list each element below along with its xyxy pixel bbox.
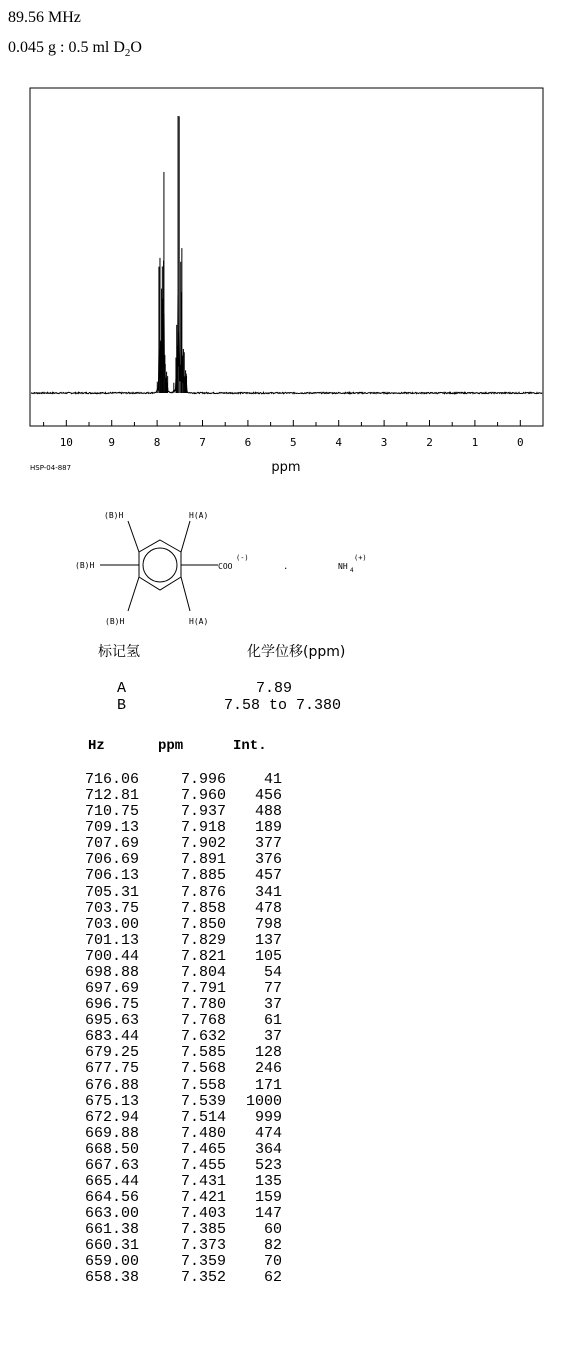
- peak-hz: 701.13: [84, 931, 139, 949]
- peak-ppm: 7.858: [180, 899, 226, 917]
- peak-intensity: 171: [254, 1076, 282, 1094]
- x-axis-tick-label: 10: [59, 436, 73, 449]
- peak-ppm: 7.352: [180, 1269, 226, 1287]
- label-ammonium-charge: (+): [354, 554, 367, 562]
- peak-ppm: 7.359: [180, 1253, 226, 1271]
- x-axis-tick-label: 9: [108, 436, 116, 449]
- peak-hz: 664.56: [84, 1189, 139, 1207]
- peak-ppm: 7.918: [180, 819, 226, 837]
- assignment-header-label: 标记氢: [98, 644, 140, 660]
- assignment-row-a-shift: 7.89: [256, 680, 293, 697]
- peak-intensity: 488: [254, 803, 282, 821]
- label-ammonium-subscript: 4: [350, 567, 354, 574]
- peak-ppm: 7.791: [180, 980, 226, 998]
- sample-suffix: O: [130, 39, 142, 56]
- peak-ppm: 7.632: [180, 1028, 226, 1046]
- label-coo: COO: [218, 562, 233, 571]
- peak-intensity: 61: [263, 1012, 282, 1030]
- x-axis-ticks: [44, 420, 543, 426]
- x-axis-tick-label: 8: [153, 436, 161, 449]
- peak-hz: 677.75: [84, 1060, 139, 1078]
- peak-hz: 695.63: [84, 1012, 139, 1030]
- x-axis-tick-labels: [60, 436, 524, 449]
- peak-hz: 705.31: [84, 883, 139, 901]
- peak-intensity: 135: [254, 1173, 282, 1190]
- peak-intensity: 41: [263, 771, 282, 788]
- peak-ppm: 7.385: [180, 1221, 226, 1239]
- peak-intensity: 189: [254, 819, 282, 837]
- peak-intensity: 1000: [245, 1092, 282, 1110]
- label-a-top: H(A): [189, 511, 209, 520]
- peak-ppm: 7.431: [180, 1173, 226, 1190]
- peak-hz: 679.25: [84, 1044, 139, 1062]
- peak-intensity: 62: [263, 1269, 282, 1287]
- peak-ppm: 7.539: [180, 1092, 226, 1110]
- label-coo-charge: (-): [236, 554, 249, 562]
- peak-hz: 660.31: [84, 1237, 139, 1255]
- peak-hz: 710.75: [84, 803, 139, 821]
- peak-ppm: 7.960: [180, 787, 226, 805]
- peak-hz: 712.81: [84, 787, 139, 805]
- peak-hz: 706.69: [84, 851, 139, 869]
- assignment-row-b-label: B: [117, 697, 127, 714]
- peak-intensity: 37: [263, 1028, 282, 1046]
- peak-intensity: 364: [254, 1140, 282, 1158]
- bond-b-top: [128, 521, 139, 552]
- peak-hz: 683.44: [84, 1028, 139, 1046]
- peak-hz: 668.50: [84, 1140, 139, 1158]
- peak-ppm: 7.780: [180, 996, 226, 1014]
- label-ammonium: NH: [338, 562, 348, 571]
- peak-hz: 707.69: [84, 835, 139, 853]
- label-b-left: (B)H: [75, 561, 95, 570]
- x-axis-tick-label: 0: [516, 436, 524, 449]
- label-a-bottom: H(A): [189, 617, 209, 626]
- aromatic-circle: [143, 548, 177, 582]
- peak-ppm: 7.568: [180, 1060, 226, 1078]
- peak-ppm: 7.885: [180, 867, 226, 885]
- peak-intensity: 798: [254, 915, 282, 933]
- peak-ppm: 7.850: [180, 915, 226, 933]
- peak-intensity: 377: [254, 835, 282, 853]
- peak-ppm: 7.876: [180, 883, 226, 901]
- peak-ppm: 7.937: [180, 803, 226, 821]
- x-axis-tick-label: 5: [289, 436, 297, 449]
- peaks-header-hz: Hz: [88, 738, 105, 754]
- peak-intensity: 341: [254, 883, 282, 901]
- peak-hz: 663.00: [84, 1205, 139, 1223]
- peak-ppm: 7.891: [180, 851, 226, 869]
- label-b-bottom: (B)H: [105, 617, 125, 626]
- sample-prefix: 0.045 g : 0.5 ml D: [8, 39, 125, 56]
- peak-ppm: 7.996: [180, 771, 226, 788]
- assignment-row-b-shift: 7.58 to 7.380: [224, 697, 342, 714]
- peak-hz: 716.06: [84, 771, 139, 788]
- peak-intensity: 999: [254, 1108, 282, 1126]
- peaks-header-int: Int.: [233, 738, 267, 754]
- peak-hz: 703.00: [84, 915, 139, 933]
- peak-intensity: 60: [263, 1221, 282, 1239]
- peak-intensity: 457: [254, 867, 282, 885]
- peak-intensity: 54: [263, 963, 282, 981]
- x-axis-tick-label: 4: [335, 436, 343, 449]
- sample-subscript: 2: [124, 47, 131, 60]
- peak-hz: 706.13: [84, 867, 139, 885]
- peak-intensity: 159: [254, 1189, 282, 1207]
- peak-list: [80, 772, 290, 1362]
- bond-b-bottom: [128, 577, 139, 611]
- salt-dot: .: [283, 562, 289, 572]
- peak-ppm: 7.821: [180, 947, 226, 965]
- peak-hz: 672.94: [84, 1108, 139, 1126]
- spectrometer-frequency: 89.56 MHz: [8, 9, 81, 26]
- peak-hz: 675.13: [84, 1092, 139, 1110]
- peak-ppm: 7.465: [180, 1140, 226, 1158]
- peak-ppm: 7.768: [180, 1012, 226, 1030]
- plot-frame: [30, 88, 543, 426]
- spectrum-peaks: [157, 116, 186, 393]
- peak-intensity: 70: [263, 1253, 282, 1271]
- peak-intensity: 246: [254, 1060, 282, 1078]
- peak-hz: 659.00: [84, 1253, 139, 1271]
- assignment-header-shift: 化学位移(ppm): [247, 644, 346, 660]
- peak-hz: 661.38: [84, 1221, 139, 1239]
- peak-ppm: 7.403: [180, 1205, 226, 1223]
- x-axis-tick-label: 6: [244, 436, 252, 449]
- peak-intensity: 137: [254, 931, 282, 949]
- peak-ppm: 7.829: [180, 931, 226, 949]
- peak-intensity: 147: [254, 1205, 282, 1223]
- peak-intensity: 37: [263, 996, 282, 1014]
- x-axis-label: ppm: [271, 460, 301, 475]
- peak-ppm: 7.902: [180, 835, 226, 853]
- spectrum-caption: HSP-04-887: [30, 464, 72, 472]
- peak-hz: 700.44: [84, 947, 139, 965]
- x-axis-tick-label: 2: [426, 436, 433, 449]
- peak-intensity: 82: [263, 1237, 282, 1255]
- peak-hz: 676.88: [84, 1076, 139, 1094]
- peak-hz: 696.75: [84, 996, 139, 1014]
- peak-ppm: 7.585: [180, 1044, 226, 1062]
- peak-hz: 709.13: [84, 819, 139, 837]
- peak-ppm: 7.804: [180, 963, 226, 981]
- molecule-structure: [75, 511, 367, 626]
- peak-hz: 697.69: [84, 980, 139, 998]
- spectrum-trace: [31, 295, 542, 394]
- peak-ppm: 7.455: [180, 1156, 226, 1174]
- peak-hz: 667.63: [84, 1156, 139, 1174]
- peak-ppm: 7.480: [180, 1124, 226, 1142]
- peaks-header-ppm: ppm: [158, 738, 184, 754]
- peak-intensity: 474: [254, 1124, 282, 1142]
- peak-hz: 669.88: [84, 1124, 139, 1142]
- peak-hz: 703.75: [84, 899, 139, 917]
- peak-intensity: 105: [254, 947, 282, 965]
- x-axis-tick-label: 3: [380, 436, 388, 449]
- assignment-row-a-label: A: [117, 680, 127, 697]
- bond-a-bottom: [181, 577, 190, 611]
- peak-intensity: 128: [254, 1044, 282, 1062]
- peak-intensity: 77: [263, 980, 282, 998]
- peak-ppm: 7.373: [180, 1237, 226, 1255]
- x-axis-tick-label: 7: [199, 436, 206, 449]
- peak-intensity: 456: [254, 787, 282, 805]
- peak-intensity: 376: [254, 851, 282, 869]
- bond-a-top: [181, 521, 190, 552]
- peak-ppm: 7.421: [180, 1189, 226, 1207]
- peak-hz: 665.44: [84, 1173, 139, 1190]
- label-b-top: (B)H: [104, 511, 124, 520]
- peak-hz: 658.38: [84, 1269, 139, 1287]
- peak-ppm: 7.558: [180, 1076, 226, 1094]
- peak-intensity: 478: [254, 899, 282, 917]
- peak-intensity: 523: [254, 1156, 282, 1174]
- peak-ppm: 7.514: [180, 1108, 226, 1126]
- peak-hz: 698.88: [84, 963, 139, 981]
- x-axis-tick-label: 1: [471, 436, 479, 449]
